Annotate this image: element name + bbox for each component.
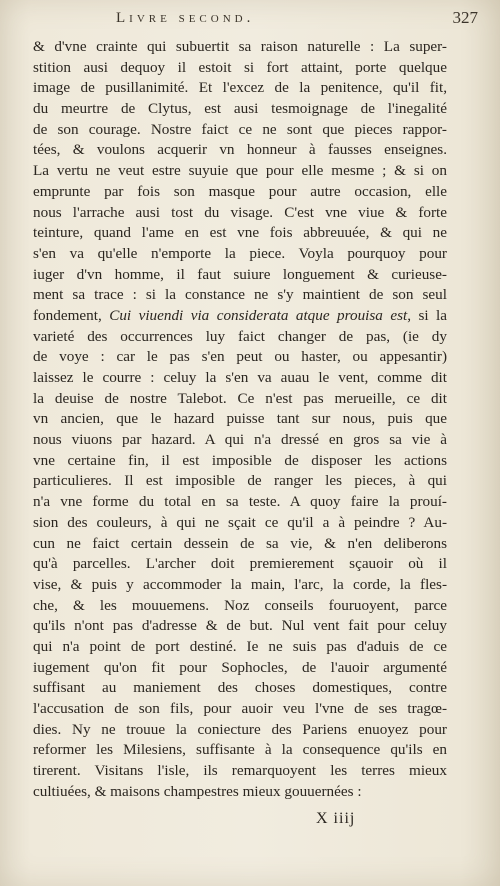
- text-line: che, & les mouuemens. Noz conseils fouruoyent, parce: [33, 596, 447, 614]
- text-line: La vertu ne veut estre suyuie que pour elle mesme ; & si on: [33, 162, 447, 180]
- text-line: vne certaine fin, il est imposible de disposer les actions: [33, 451, 447, 469]
- text-line: laissez le courre : celuy la s'en va auau le vent, comme dit: [33, 369, 447, 386]
- text-line: la deuise de nostre Talebot. Ce n'est pas merueille, ce dit: [33, 389, 447, 407]
- text-line: suffisant au maniement des choses domestiques, contre: [33, 679, 447, 697]
- text-line: nous l'arrache ausi tost du visage. C'est vne viue & forte: [33, 203, 447, 221]
- page-header: [116, 8, 478, 34]
- text-line: du meurtre de Clytus, est ausi tesmoignage de l'inegalité: [33, 100, 447, 118]
- text-line: qu'ils n'ont pas d'adresse & de but. Nul vent fait pour celuy: [33, 617, 447, 635]
- text-line: tirerent. Visitans l'isle, ils remarquoyent les terres mieux: [33, 762, 447, 780]
- text-line: & d'vne crainte qui subuertit sa raison naturelle : La super-: [33, 38, 447, 55]
- text-line: stition ausi dequoy il estoit si fort attaint, porte quelque: [33, 58, 447, 76]
- text-line: ment sa trace : si la constance ne s'y maintient de son seul: [33, 286, 447, 304]
- text-line: emprunte par fois son masque pour autre occasion, elle: [33, 182, 447, 200]
- text-line: cun ne faict certain dessein de sa vie, & n'en deliberons: [33, 534, 447, 552]
- text-line: s'en va qu'elle n'emporte la piece. Voyla pourquoy pour: [33, 244, 447, 262]
- text-line: reformer les Milesiens, suffisante à la consequence qu'ils en: [33, 741, 447, 759]
- text-line: particulieres. Il est imposible de ranger les pieces, à qui: [33, 472, 447, 490]
- text-line: n'a vne forme du total en sa teste. A quoy faire la prouí-: [33, 493, 447, 511]
- text-line: qui n'a point de port destiné. Ie ne suis pas d'aduis de ce: [33, 637, 447, 655]
- text-line: varieté des occurrences luy faict changer de pas, (ie dy: [33, 327, 447, 345]
- text-line: de voye : car le pas s'en peut ou haster, ou appesantir): [33, 348, 447, 366]
- text-line: vise, & puis y accommoder la main, l'arc, la corde, la fles-: [33, 575, 447, 593]
- text-line: qu'à parcelles. L'archer doit premierement sçauoir où il: [33, 555, 447, 573]
- text-line: teinture, quand l'ame en est vne fois abbreuuée, & qui ne: [33, 224, 447, 242]
- text-line: vn ancien, que le hazard puisse tant sur nous, puis que: [33, 410, 447, 428]
- signature-mark: X iiij: [316, 810, 356, 827]
- text-line: l'accusation de son fils, pour auoir veu l'vne de ses tragœ-: [33, 700, 447, 717]
- text-line: tées, & voulons acquerir vn honneur à fausses enseignes.: [33, 141, 447, 159]
- text-line: iugement qu'on fit pour Sophocles, de l'auoir argumenté: [33, 658, 447, 676]
- page-number: 327: [452, 8, 478, 27]
- text-line: de son courage. Nostre faict ce ne sont que pieces rappor-: [33, 120, 447, 138]
- text-line: image de pusillanimité. Et l'excez de la penitence, qu'il fit,: [33, 79, 447, 97]
- running-head: Livre second.: [116, 10, 255, 26]
- text-line: sion des couleurs, à qui ne sçait ce qu'il a à peindre ? Au-: [33, 513, 447, 531]
- text-line: fondement, Cui viuendi via considerata atque prouisa est, si la: [33, 306, 447, 324]
- text-line: dies. Ny ne trouue la coniecture des Pariens enuoyez pour: [33, 720, 447, 738]
- body-text: [33, 37, 447, 802]
- text-line: iuger d'vn homme, il faut suiure longuement & curieuse-: [33, 265, 447, 283]
- latin-quotation: Cui viuendi via considerata atque prouisa est: [109, 306, 408, 324]
- text-line: cultiuées, & maisons champestres mieux gouuernées :: [33, 782, 362, 800]
- text-line: nous viuons par hazard. A qui n'a dressé en gros sa vie à: [33, 431, 447, 449]
